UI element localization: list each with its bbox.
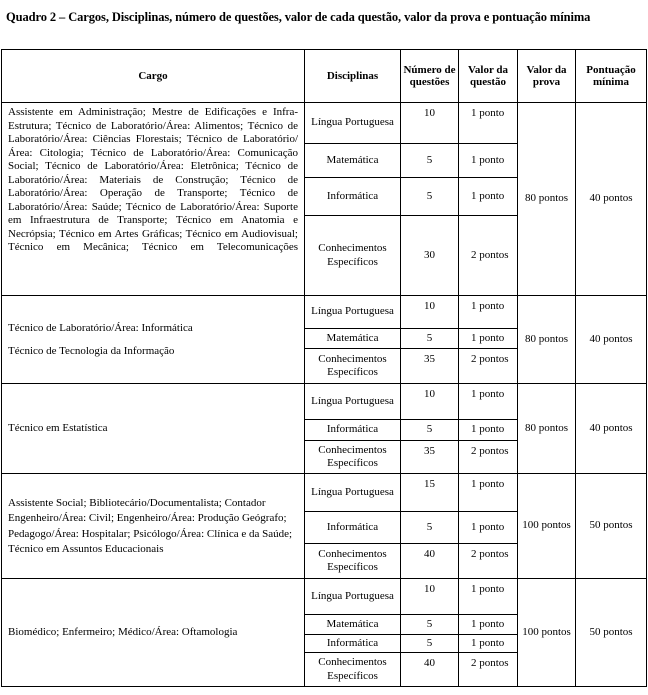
- header-numero: Número de questões: [401, 50, 459, 103]
- valor-cell: 2 pontos: [459, 441, 518, 474]
- pontuacao-cell: 40 pontos: [576, 103, 647, 296]
- cargo-cell: Assistente em Administração; Mestre de Edificações e Infra-Estrutura; Técnico de Laboratório/Área: Alimentos; Técnico de Laboratório/Área: Ciências Florestais; Técnico de Laboratório/Área: Citologia; Técnico de Laboratório/Área: Comunicação Social; Técnico de Laboratório/Área: Eletrônica; Técnico de Laboratório/Área: Materiais de Construção; Técnico de Laboratório/Área: Operação de Transporte; Técnico de Laboratório/Área: Saúde; Técnico de Laboratório/Área: Suporte em Infraestrutura de Transporte; Técnico em Anatomia e Necrópsia; Técnico em Artes Gráficas; Técnico em Audiovisual; Técnico em Mecânica; Técnico em Telecomunicações: [2, 103, 305, 296]
- cargos-table: [1, 49, 647, 687]
- numero-cell: 10: [401, 579, 459, 615]
- numero-cell: 5: [401, 329, 459, 349]
- numero-cell: 10: [401, 384, 459, 420]
- valor-prova-cell: 80 pontos: [518, 296, 576, 384]
- valor-cell: 2 pontos: [459, 653, 518, 687]
- numero-cell: 35: [401, 441, 459, 474]
- numero-cell: 10: [401, 103, 459, 144]
- numero-cell: 5: [401, 178, 459, 216]
- valor-cell: 1 ponto: [459, 329, 518, 349]
- disciplina-cell: Conhecimentos Específicos: [305, 349, 401, 384]
- pontuacao-cell: 50 pontos: [576, 474, 647, 579]
- disciplina-cell: Conhecimentos Específicos: [305, 653, 401, 687]
- numero-cell: 5: [401, 615, 459, 635]
- disciplina-cell: Língua Portuguesa: [305, 296, 401, 329]
- cargo-cell: [2, 296, 305, 384]
- numero-cell: 40: [401, 653, 459, 687]
- valor-cell: 1 ponto: [459, 103, 518, 144]
- header-valor-prova: Valor da prova: [518, 50, 576, 103]
- numero-cell: 15: [401, 474, 459, 512]
- valor-cell: 1 ponto: [459, 296, 518, 329]
- valor-cell: 1 ponto: [459, 420, 518, 441]
- disciplina-cell: Conhecimentos Específicos: [305, 544, 401, 579]
- disciplina-cell: Informática: [305, 178, 401, 216]
- header-pontuacao: Pontuação mínima: [576, 50, 647, 103]
- valor-cell: 1 ponto: [459, 178, 518, 216]
- cargo-cell: Assistente Social; Bibliotecário/Documentalista; Contador Engenheiro/Área: Civil; Engenheiro/Área: Produção Geógrafo; Pedagogo/Área: Hospitalar; Psicólogo/Área: Clínica e da Saúde; Técnico em Assuntos Educacionais: [2, 474, 305, 579]
- disciplina-cell: Língua Portuguesa: [305, 384, 401, 420]
- cargo-cell: Biomédico; Enfermeiro; Médico/Área: Oftamologia: [2, 579, 305, 687]
- disciplina-cell: Língua Portuguesa: [305, 579, 401, 615]
- table-row: [2, 103, 647, 144]
- table-row: [2, 474, 647, 512]
- cargo-cell: Técnico em Estatística: [2, 384, 305, 474]
- disciplina-cell: Informática: [305, 420, 401, 441]
- valor-cell: 1 ponto: [459, 579, 518, 615]
- valor-cell: 1 ponto: [459, 635, 518, 653]
- cargo-line: Técnico de Tecnologia da Informação: [8, 345, 175, 357]
- disciplina-cell: Língua Portuguesa: [305, 103, 401, 144]
- valor-prova-cell: 100 pontos: [518, 579, 576, 687]
- numero-cell: 40: [401, 544, 459, 579]
- pontuacao-cell: 50 pontos: [576, 579, 647, 687]
- disciplina-cell: Informática: [305, 635, 401, 653]
- numero-cell: 5: [401, 512, 459, 544]
- cargo-line: Técnico de Laboratório/Área: Informática: [8, 321, 193, 334]
- disciplina-cell: Conhecimentos Específicos: [305, 441, 401, 474]
- valor-prova-cell: 80 pontos: [518, 103, 576, 296]
- numero-cell: 30: [401, 216, 459, 296]
- valor-cell: 2 pontos: [459, 349, 518, 384]
- valor-cell: 1 ponto: [459, 512, 518, 544]
- valor-cell: 1 ponto: [459, 384, 518, 420]
- header-cargo: Cargo: [2, 50, 305, 103]
- valor-cell: 2 pontos: [459, 544, 518, 579]
- numero-cell: 35: [401, 349, 459, 384]
- numero-cell: 5: [401, 635, 459, 653]
- valor-cell: 1 ponto: [459, 615, 518, 635]
- valor-prova-cell: 100 pontos: [518, 474, 576, 579]
- numero-cell: 10: [401, 296, 459, 329]
- disciplina-cell: Língua Portuguesa: [305, 474, 401, 512]
- disciplina-cell: Matemática: [305, 329, 401, 349]
- disciplina-cell: Matemática: [305, 615, 401, 635]
- header-valor-questao: Valor da questão: [459, 50, 518, 103]
- pontuacao-cell: 40 pontos: [576, 384, 647, 474]
- header-disciplinas: Disciplinas: [305, 50, 401, 103]
- pontuacao-cell: 40 pontos: [576, 296, 647, 384]
- table-title: Quadro 2 – Cargos, Disciplinas, número de questões, valor de cada questão, valor da prova e pontuação mínima: [6, 10, 591, 24]
- valor-prova-cell: 80 pontos: [518, 384, 576, 474]
- numero-cell: 5: [401, 420, 459, 441]
- table-row: [2, 579, 647, 615]
- valor-cell: 1 ponto: [459, 144, 518, 178]
- disciplina-cell: Conhecimentos Específicos: [305, 216, 401, 296]
- valor-cell: 2 pontos: [459, 216, 518, 296]
- table-row: [2, 296, 647, 329]
- disciplina-cell: Informática: [305, 512, 401, 544]
- disciplina-cell: Matemática: [305, 144, 401, 178]
- valor-cell: 1 ponto: [459, 474, 518, 512]
- numero-cell: 5: [401, 144, 459, 178]
- table-row: [2, 384, 647, 420]
- header-row: [2, 50, 647, 103]
